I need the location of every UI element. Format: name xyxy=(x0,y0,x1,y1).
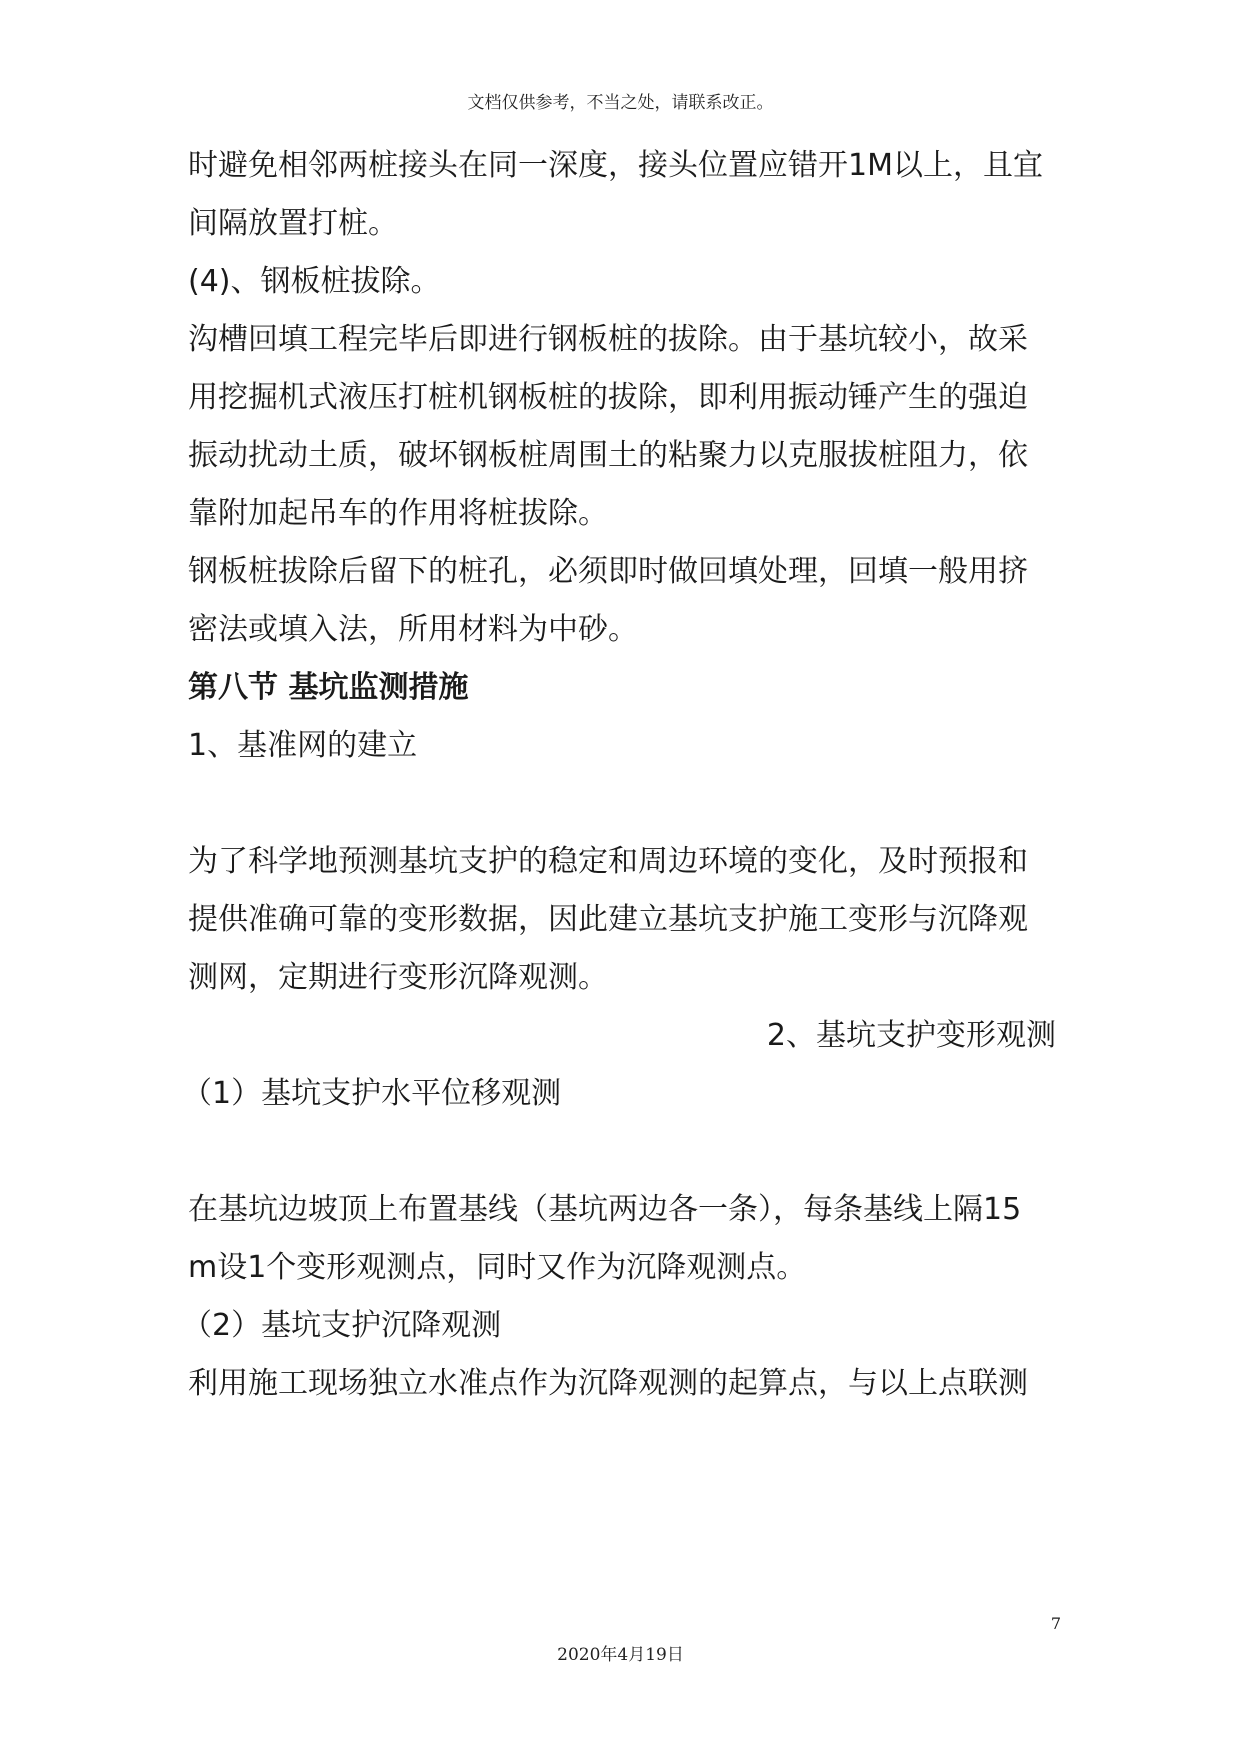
header-note: 文档仅供参考，不当之处，请联系改正。 xyxy=(467,93,774,113)
body-line: 密法或填入法，所用材料为中砂。 xyxy=(188,612,638,647)
subsection-heading: 2、基坑支护变形观测 xyxy=(766,1018,1056,1053)
body-line: 沟槽回填工程完毕后即进行钢板桩的拔除。由于基坑较小，故采 xyxy=(188,322,1028,357)
page-number: 7 xyxy=(1050,1614,1061,1633)
body-line: 钢板桩拔除后留下的桩孔，必须即时做回填处理，回填一般用挤 xyxy=(188,554,1028,589)
subsection-heading: （2）基坑支护沉降观测 xyxy=(182,1308,502,1343)
body-line: 提供准确可靠的变形数据，因此建立基坑支护施工变形与沉降观 xyxy=(188,902,1028,937)
body-line: m设1个变形观测点，同时又作为沉降观测点。 xyxy=(188,1250,807,1285)
body-line: 利用施工现场独立水准点作为沉降观测的起算点，与以上点联测 xyxy=(188,1366,1028,1401)
body-line: 振动扰动土质，破坏钢板桩周围土的粘聚力以克服拔桩阻力，依 xyxy=(188,438,1028,473)
body-line: 用挖掘机式液压打桩机钢板桩的拔除，即利用振动锤产生的强迫 xyxy=(188,380,1028,415)
subsection-heading: 1、基准网的建立 xyxy=(188,728,418,763)
body-line: 为了科学地预测基坑支护的稳定和周边环境的变化，及时预报和 xyxy=(188,844,1028,879)
body-line: (4)、钢板桩拔除。 xyxy=(188,264,441,299)
body-line: 间隔放置打桩。 xyxy=(188,206,398,241)
body-line: 靠附加起吊车的作用将桩拔除。 xyxy=(188,496,608,531)
subsection-heading: （1）基坑支护水平位移观测 xyxy=(182,1076,562,1111)
body-line: 在基坑边坡顶上布置基线（基坑两边各一条），每条基线上隔15 xyxy=(188,1192,1022,1227)
section-heading: 第八节 基坑监测措施 xyxy=(188,670,469,705)
body-line: 时避免相邻两桩接头在同一深度，接头位置应错开1M以上，且宜 xyxy=(188,148,1043,183)
footer-date: 2020年4月19日 xyxy=(557,1645,684,1665)
body-line: 测网，定期进行变形沉降观测。 xyxy=(188,960,608,995)
